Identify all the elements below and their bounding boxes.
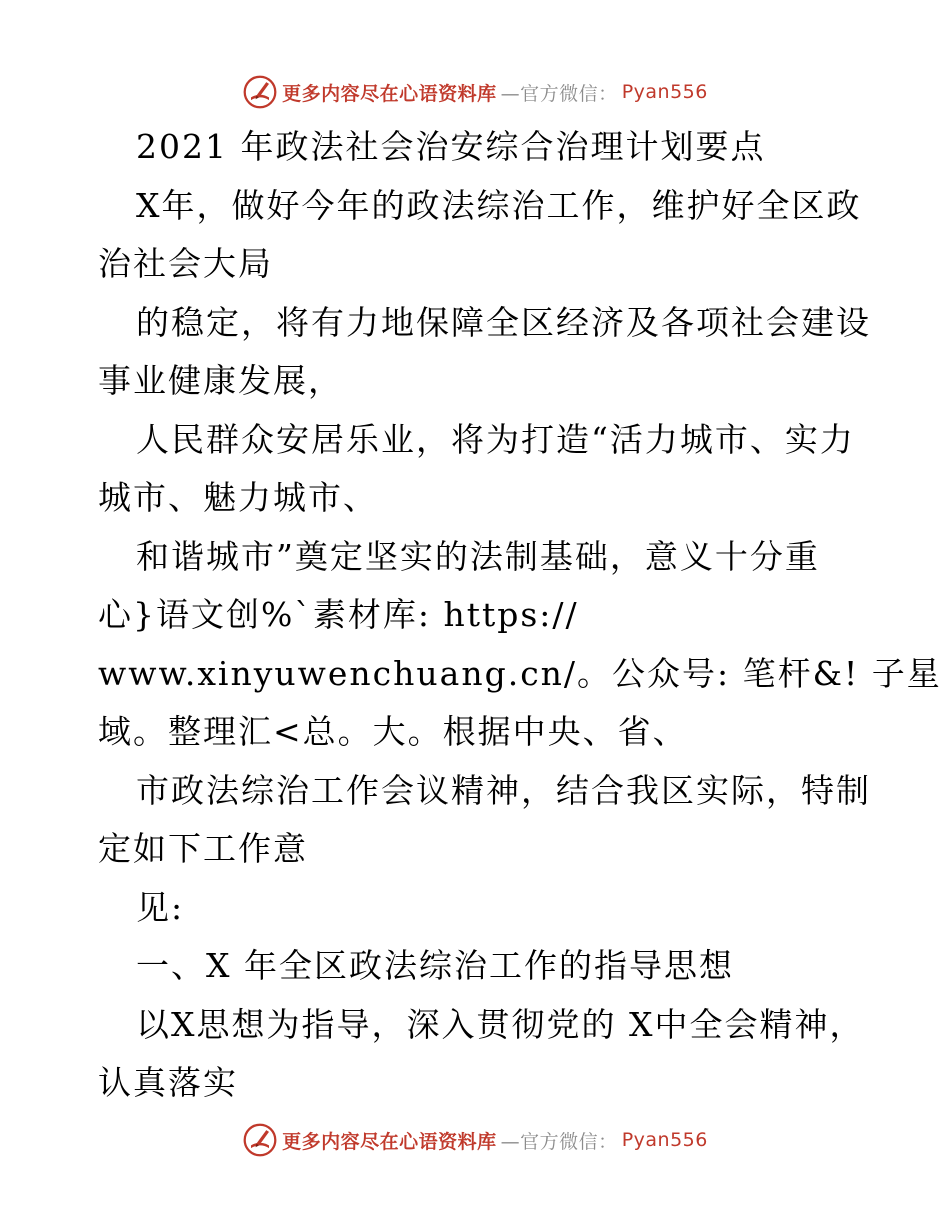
book-pen-logo-icon — [242, 74, 278, 110]
watermark-site-name: 更多内容尽在心语资料库 — [282, 1130, 497, 1153]
paragraph-line: 的稳定，将有力地保障全区经济及各项社会建设 — [136, 302, 871, 342]
paragraph-line: 心}语文创%`素材库: https:// — [98, 595, 579, 634]
paragraph-line: 人民群众安居乐业，将为打造“活力城市、实力 — [136, 419, 855, 459]
document-title: 2021 年政法社会治安综合治理计划要点 — [136, 127, 766, 166]
paragraph-line: 定如下工作意 — [98, 829, 308, 868]
paragraph-line: 事业健康发展， — [98, 361, 343, 400]
watermark-site-name: 更多内容尽在心语资料库 — [282, 82, 497, 105]
paragraph-line: 和谐城市”奠定坚实的法制基础，意义十分重 — [136, 536, 820, 576]
paragraph-line: X年，做好今年的政法综治工作，维护好全区政 — [136, 185, 862, 225]
footer-watermark — [0, 1120, 950, 1160]
paragraph-line: 认真落实 — [98, 1063, 238, 1102]
paragraph-line: 域。整理汇<总。大。根据中央、省、 — [98, 712, 688, 751]
watermark-official-label: —官方微信： — [500, 82, 618, 105]
document-body — [98, 118, 942, 1113]
paragraph-line: 城市、魅力城市、 — [98, 478, 378, 517]
paragraph-line: 以X思想为指导，深入贯彻党的 X中全会精神， — [136, 1004, 865, 1044]
paragraph-line: 见: — [136, 887, 185, 927]
section-heading: 一、X 年全区政法综治工作的指导思想 — [136, 946, 734, 985]
watermark-official-label: —官方微信： — [500, 1130, 618, 1153]
watermark-wechat-id: Pyan556 — [621, 1129, 708, 1151]
watermark-wechat-id: Pyan556 — [621, 81, 708, 103]
paragraph-line: 治社会大局 — [98, 244, 273, 283]
paragraph-line: 市政法综治工作会议精神，结合我区实际，特制 — [136, 770, 871, 810]
paragraph-line: www.xinyuwenchuang.cn/。公众号: 笔杆&! 子星 — [98, 653, 942, 693]
book-pen-logo-icon — [242, 1122, 278, 1158]
header-watermark — [0, 72, 950, 112]
